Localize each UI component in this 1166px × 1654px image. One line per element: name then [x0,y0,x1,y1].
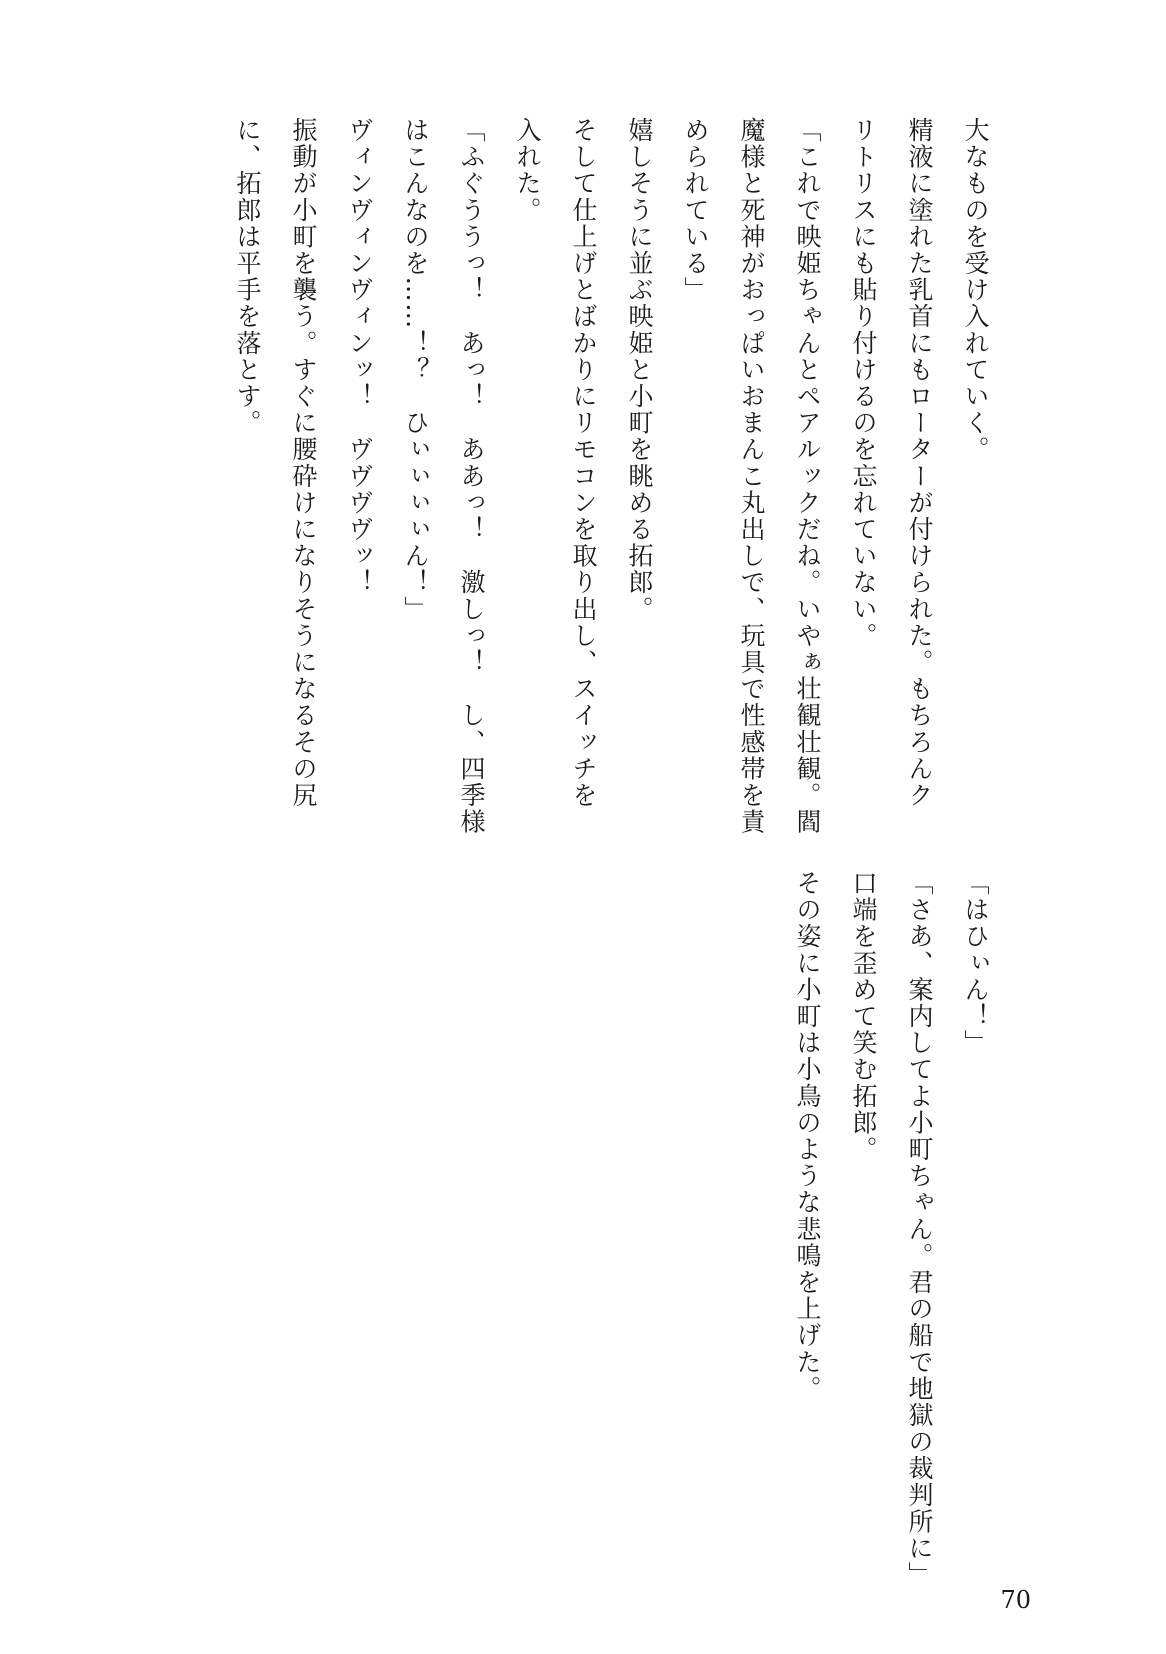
text-line: に、拓郎は平手を落とす。 [233,117,262,437]
text-line: 魔様と死神がおっぱいおまんこ丸出しで、玩具で性感帯を責 [737,117,766,836]
text-line: 精液に塗れた乳首にもローターが付けられた。もちろんク [905,117,934,809]
text-line: 入れた。 [513,117,542,224]
text-line: そして仕上げとばかりにリモコンを取り出し、スイッチを [569,117,598,809]
text-line: 口端を歪めて笑む拓郎。 [849,870,878,1163]
upper-text-block [219,117,1003,837]
text-line: 「ふぐううっ！ あっ！ ああっ！ 激しっ！ し、四季様 [457,117,486,836]
text-line: ヴィンヴィンヴィンッ！ ヴヴヴヴッ！ [345,117,374,596]
lower-text-block [779,870,1003,1589]
page-number: 70 [1000,1586,1031,1614]
text-line: その姿に小町は小鳥のような悲鳴を上げた。 [793,870,822,1402]
text-line: 「これで映姫ちゃんとペアルックだね。いやぁ壮観壮観。閻 [793,117,822,836]
text-line: 「さあ、案内してよ小町ちゃん。君の船で地獄の裁判所に」 [905,870,934,1589]
text-line: 「はひぃん！」 [961,870,990,1057]
text-line: 大なものを受け入れていく。 [961,117,990,463]
text-line: リトリスにも貼り付けるのを忘れていない。 [849,117,878,649]
text-line: はこんなのを……！？ ひぃぃぃぃん！」 [401,117,430,623]
text-line: 嬉しそうに並ぶ映姫と小町を眺める拓郎。 [625,117,654,623]
text-line: められている」 [681,117,710,304]
text-line: 振動が小町を襲う。すぐに腰砕けになりそうになるその尻 [289,117,318,809]
